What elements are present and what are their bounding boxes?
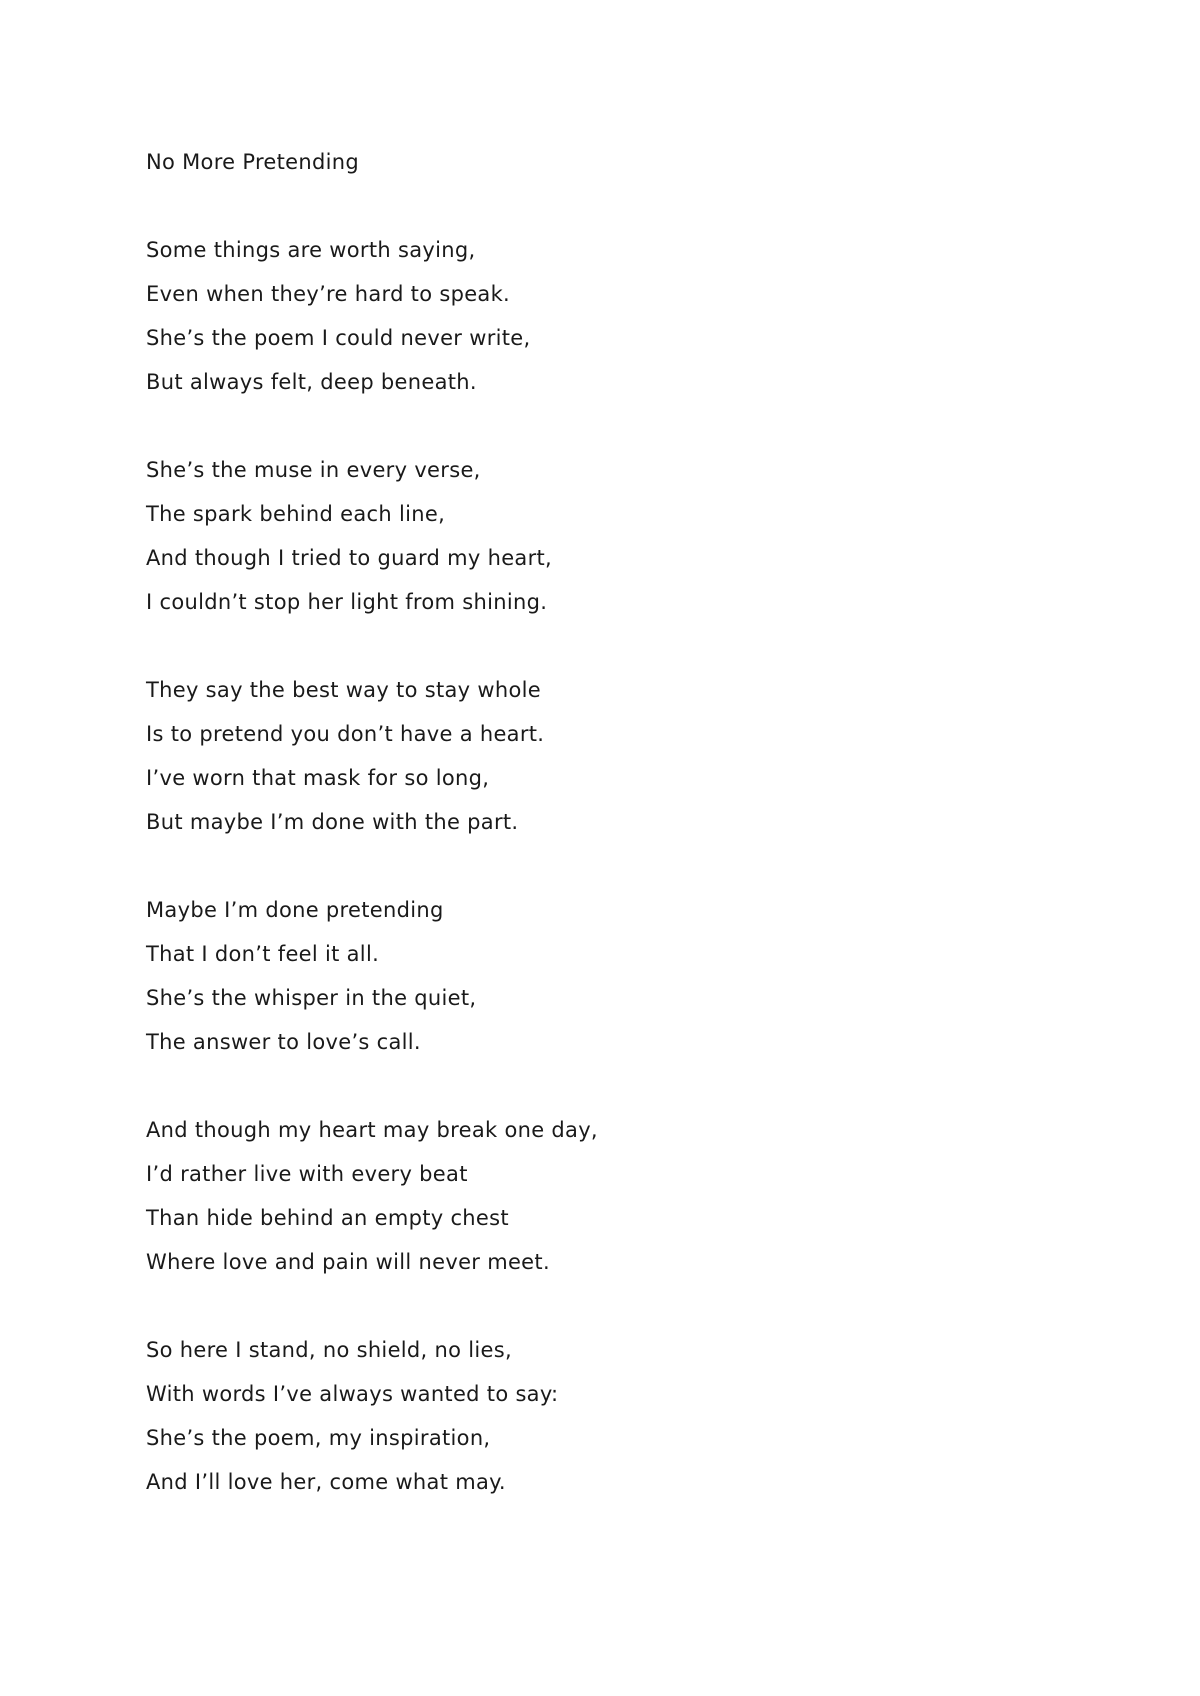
poem-line: Maybe I’m done pretending [146, 898, 444, 922]
poem [146, 140, 598, 1504]
poem-line: She’s the poem I could never write, [146, 326, 531, 350]
stanza-3 [146, 668, 598, 844]
poem-line: She’s the muse in every verse, [146, 458, 481, 482]
poem-line: I’d rather live with every beat [146, 1162, 468, 1186]
poem-line: And I’ll love her, come what may. [146, 1470, 506, 1494]
poem-title: No More Pretending [146, 150, 360, 174]
stanza-2 [146, 448, 598, 624]
poem-line: The spark behind each line, [146, 502, 446, 526]
poem-line: Than hide behind an empty chest [146, 1206, 509, 1230]
stanza-5 [146, 1108, 598, 1284]
poem-line: Even when they’re hard to speak. [146, 282, 511, 306]
poem-line: She’s the poem, my inspiration, [146, 1426, 491, 1450]
poem-line: They say the best way to stay whole [146, 678, 541, 702]
poem-line: That I don’t feel it all. [146, 942, 380, 966]
stanza-4 [146, 888, 598, 1064]
poem-line: Some things are worth saying, [146, 238, 476, 262]
poem-line: I’ve worn that mask for so long, [146, 766, 490, 790]
poem-line: So here I stand, no shield, no lies, [146, 1338, 512, 1362]
poem-line: And though my heart may break one day, [146, 1118, 598, 1142]
poem-line: With words I’ve always wanted to say: [146, 1382, 559, 1406]
poem-line: Where love and pain will never meet. [146, 1250, 550, 1274]
stanza-6 [146, 1328, 598, 1504]
stanza-1 [146, 228, 598, 404]
poem-line: But maybe I’m done with the part. [146, 810, 519, 834]
poem-line: Is to pretend you don’t have a heart. [146, 722, 545, 746]
poem-line: The answer to love’s call. [146, 1030, 421, 1054]
poem-line: She’s the whisper in the quiet, [146, 986, 477, 1010]
poem-line: And though I tried to guard my heart, [146, 546, 553, 570]
poem-line: I couldn’t stop her light from shining. [146, 590, 548, 614]
poem-line: But always felt, deep beneath. [146, 370, 477, 394]
